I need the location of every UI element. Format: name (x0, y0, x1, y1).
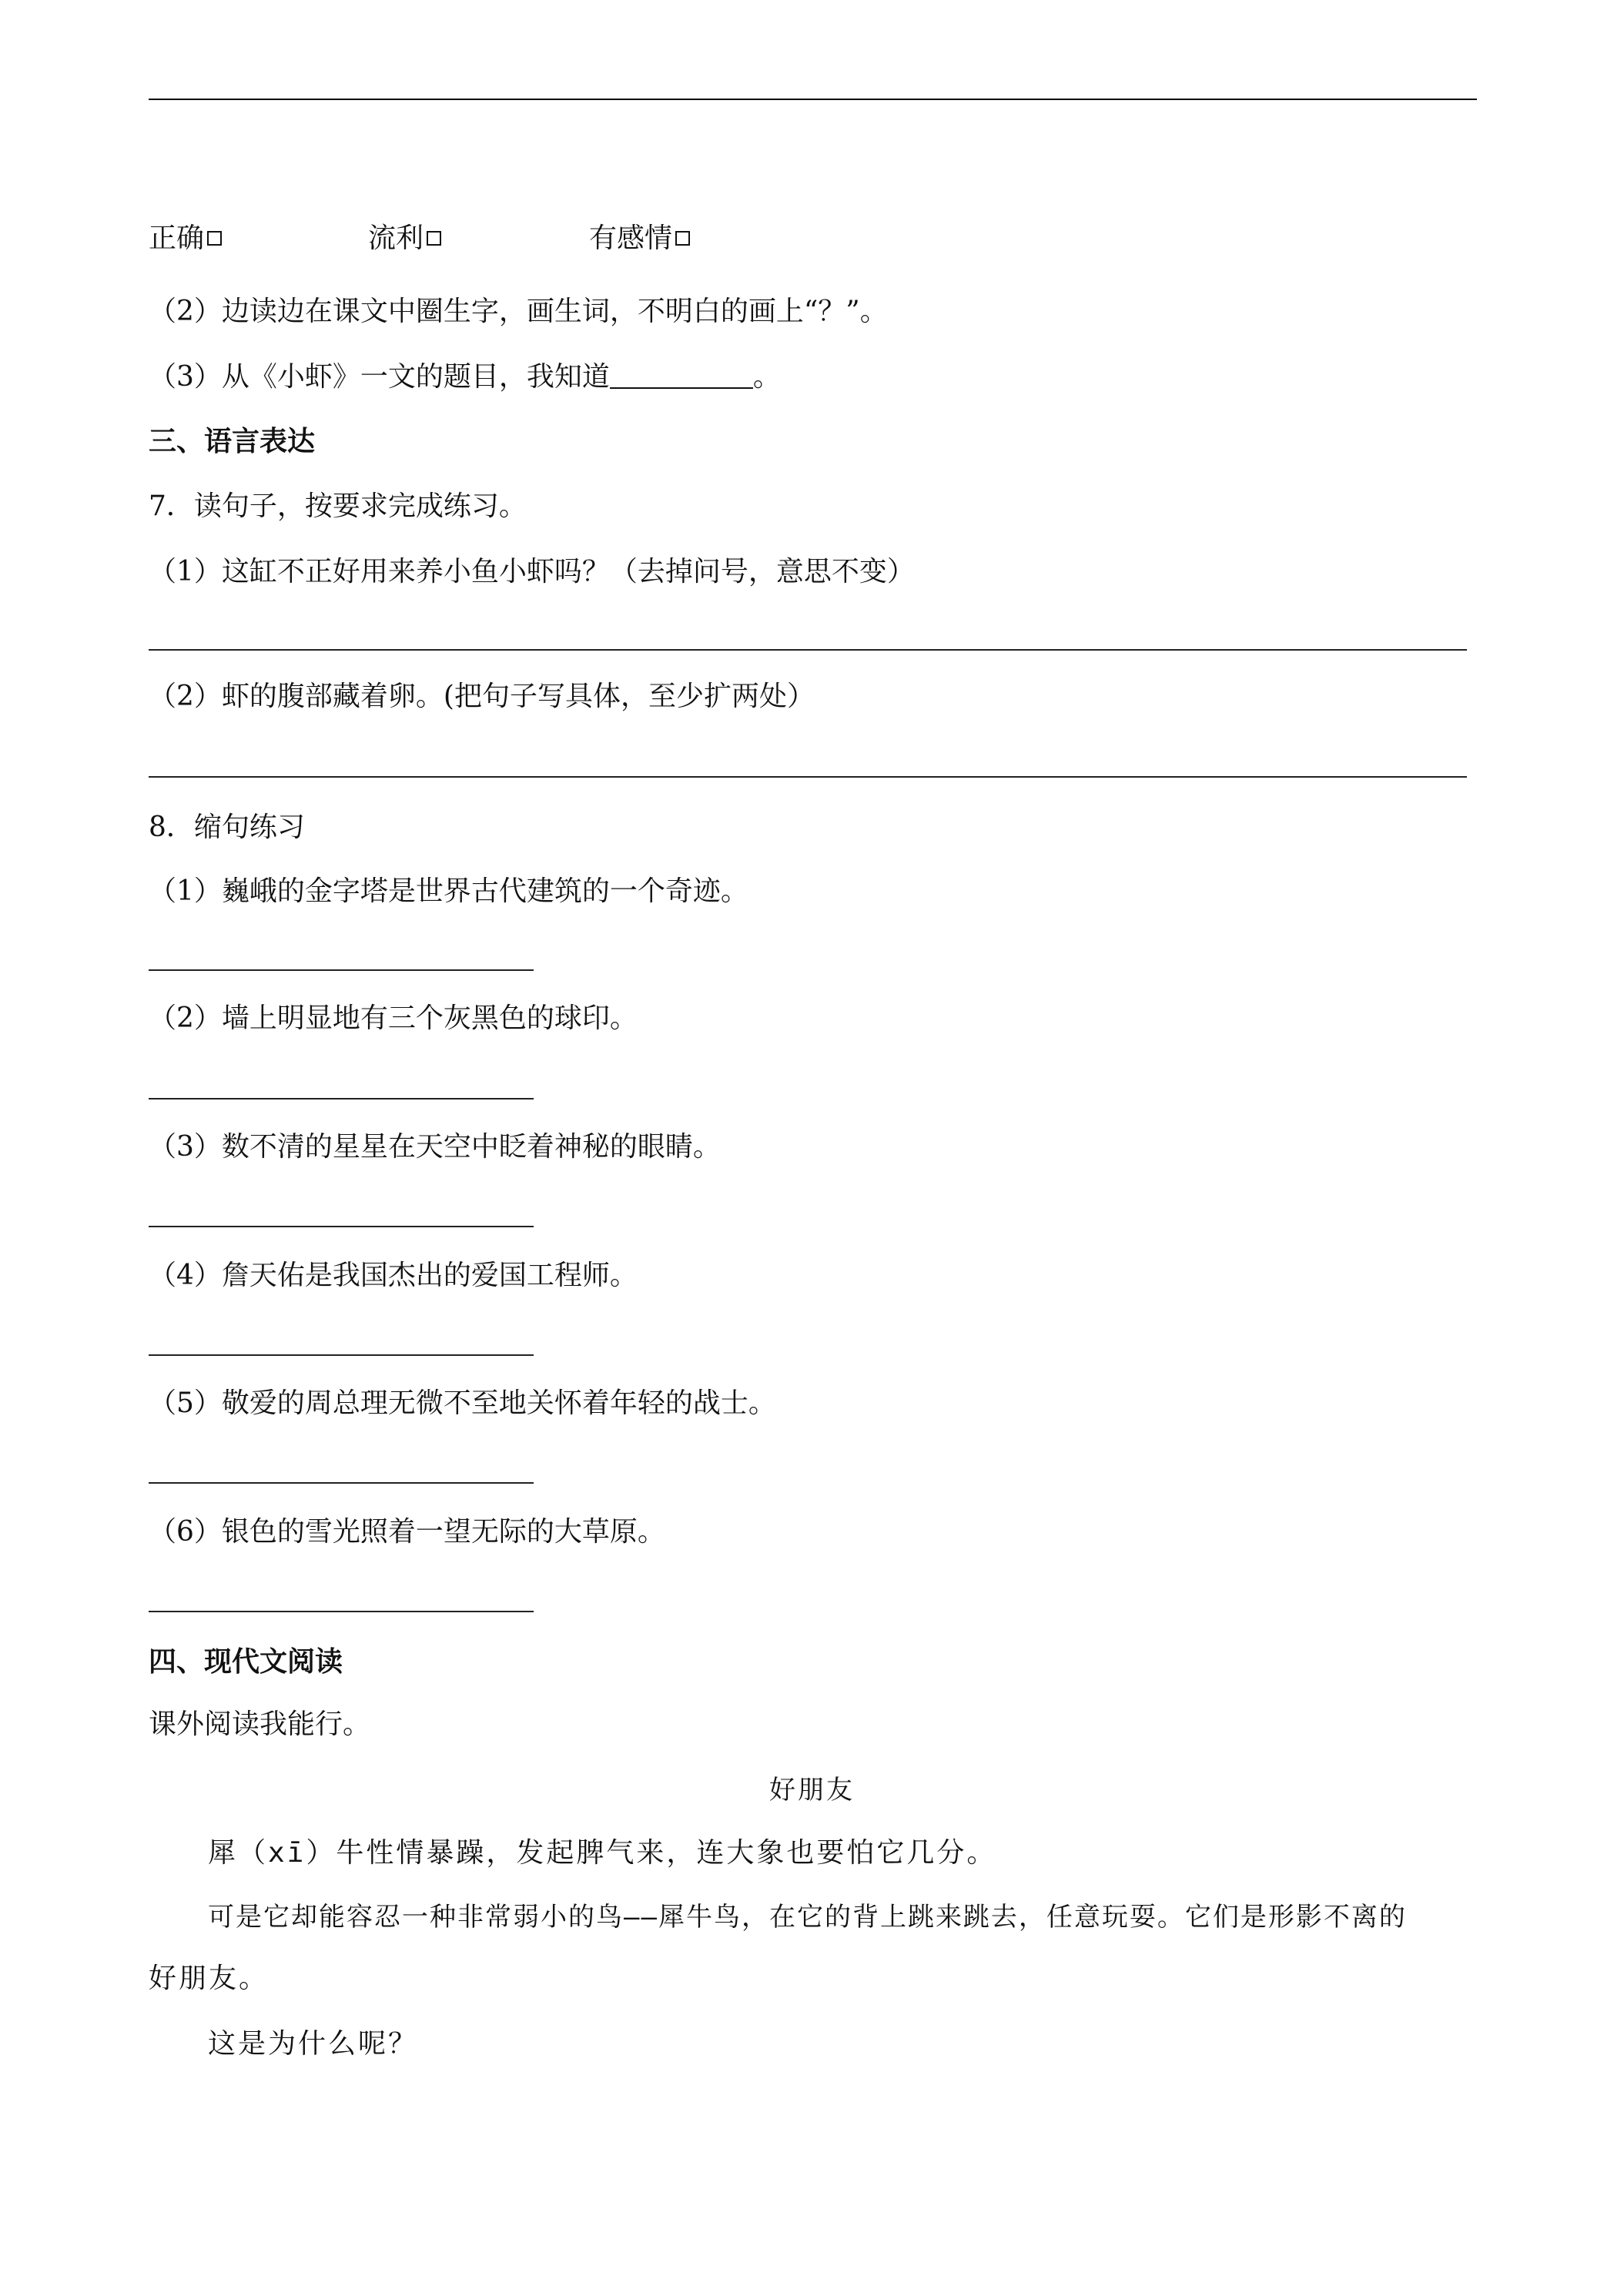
answer-line[interactable] (149, 1226, 534, 1227)
reading-intro: 课外阅读我能行。 (149, 1709, 371, 1740)
q8-stem: 8．缩句练习 (149, 812, 305, 843)
q8-item: （4）詹天佑是我国杰出的爱国工程师。 (149, 1260, 638, 1291)
fill-blank[interactable] (610, 361, 753, 389)
q6-item2: （2）边读边在课文中圈生字，画生词，不明白的画上“？”。 (149, 296, 888, 327)
checkbox[interactable] (207, 231, 222, 246)
q8-item: （5）敬爱的周总理无微不至地关怀着年轻的战士。 (149, 1387, 776, 1419)
story-title: 好朋友 (769, 1775, 855, 1806)
answer-line[interactable] (149, 649, 1467, 651)
option-correct[interactable]: 正确 (149, 219, 222, 258)
q7-item1: （1）这缸不正好用来养小鱼小虾吗？（去掉问号，意思不变） (149, 556, 915, 587)
answer-line[interactable] (149, 1611, 534, 1612)
header-rule (149, 99, 1477, 100)
story-paragraph: 犀（xī）牛性情暴躁，发起脾气来，连大象也要怕它几分。 (208, 1837, 997, 1869)
q7-item2: （2）虾的腹部藏着卵。(把句子写具体，至少扩两处） (149, 681, 815, 712)
q8-item: （3）数不清的星星在天空中眨着神秘的眼睛。 (149, 1131, 721, 1163)
q6-item3: （3）从《小虾》一文的题目，我知道 。 (149, 361, 781, 393)
option-fluent[interactable]: 流利 (368, 219, 441, 258)
answer-line[interactable] (149, 969, 534, 971)
q8-item: （1）巍峨的金字塔是世界古代建筑的一个奇迹。 (149, 875, 748, 907)
answer-line[interactable] (149, 1354, 534, 1356)
q8-item: （2）墙上明显地有三个灰黑色的球印。 (149, 1002, 638, 1034)
section-heading-4: 四、现代文阅读 (149, 1645, 343, 1678)
answer-line[interactable] (149, 1482, 534, 1484)
checkbox[interactable] (427, 231, 441, 246)
checkbox[interactable] (675, 231, 690, 246)
story-paragraph: 这是为什么呢？ (208, 2028, 419, 2060)
answer-line[interactable] (149, 1098, 534, 1099)
section-heading-3: 三、语言表达 (149, 425, 316, 457)
story-paragraph: 可是它却能容忍一种非常弱小的鸟——犀牛鸟，在它的背上跳来跳去，任意玩耍。它们是形影不离的 (208, 1902, 1407, 1933)
story-paragraph-continued: 好朋友。 (149, 1963, 270, 1994)
option-emotion[interactable]: 有感情 (589, 219, 690, 258)
answer-line[interactable] (149, 776, 1467, 778)
q7-stem: 7．读句子，按要求完成练习。 (149, 490, 527, 522)
q8-item: （6）银色的雪光照着一望无际的大草原。 (149, 1516, 665, 1548)
